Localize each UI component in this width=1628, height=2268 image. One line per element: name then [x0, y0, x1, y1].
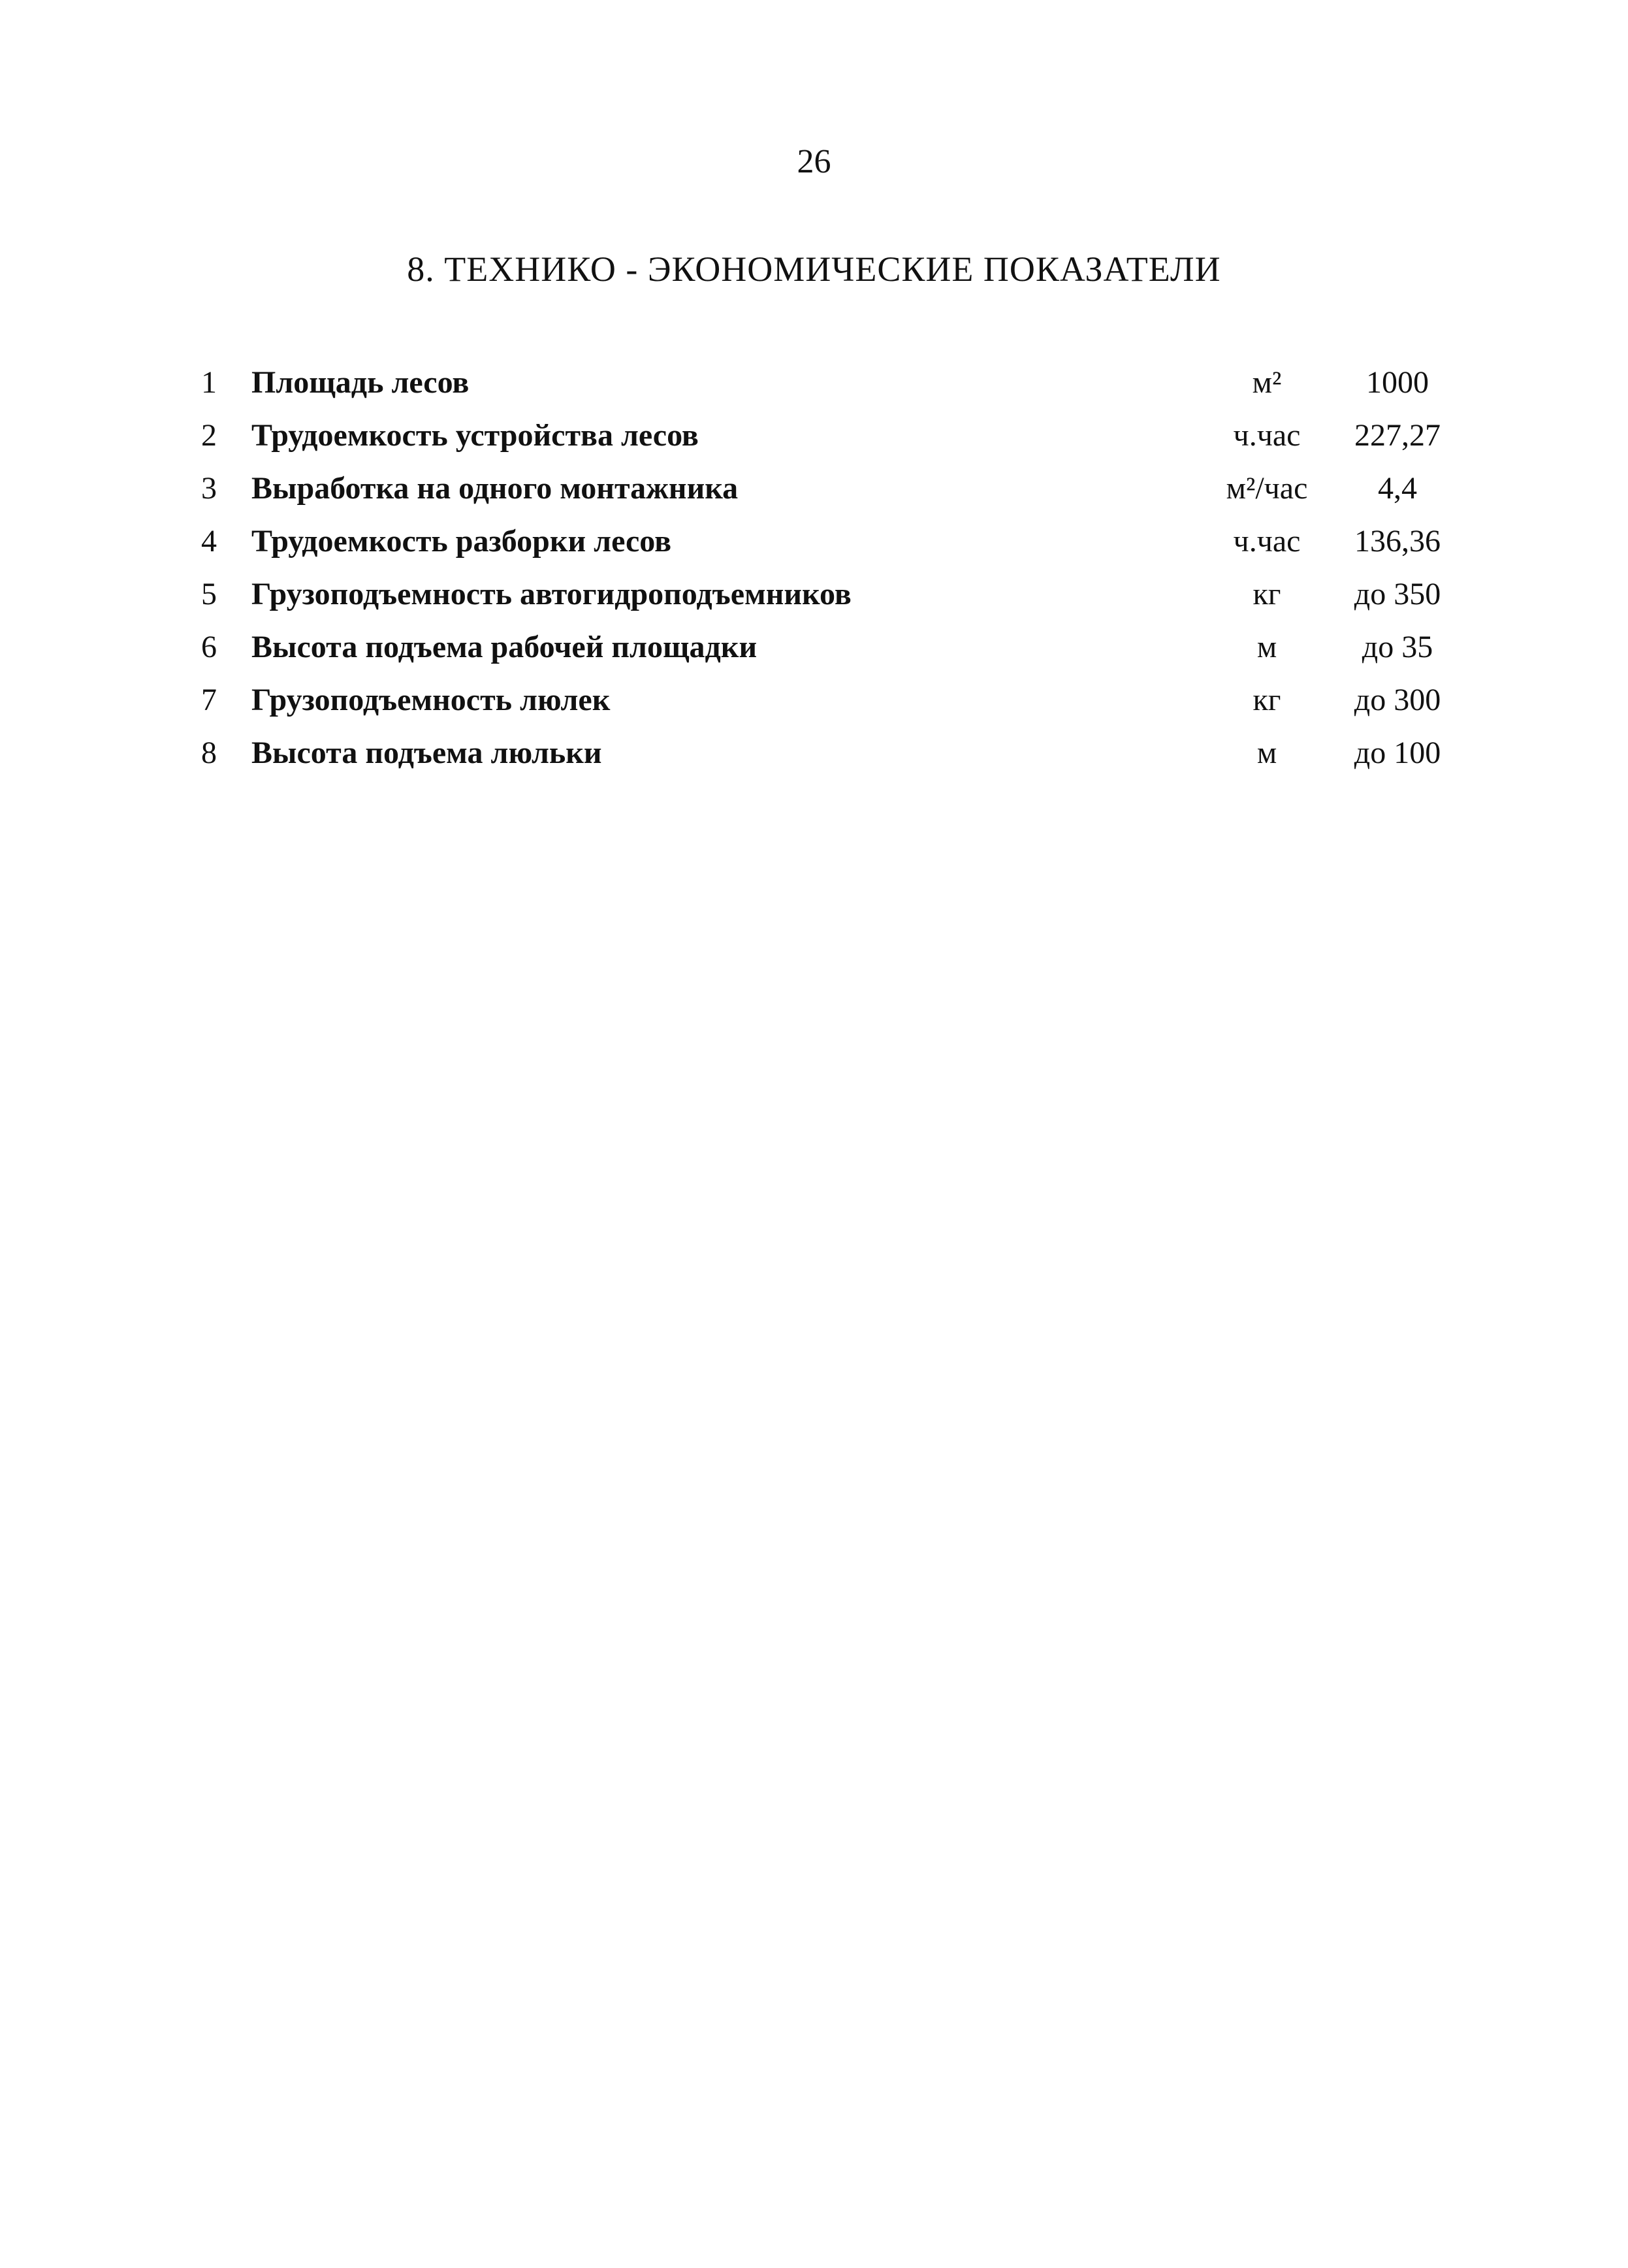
- indicator-number: 2: [201, 418, 217, 453]
- indicator-unit: ч.час: [1233, 418, 1301, 453]
- indicator-name: Трудоемкость разборки лесов: [251, 524, 672, 559]
- indicator-name: Грузоподъемность автогидроподъемников: [251, 577, 852, 611]
- indicators-list: [0, 356, 1628, 779]
- indicator-value: 4,4: [1378, 471, 1417, 506]
- indicator-name: Высота подъема рабочей площадки: [251, 630, 758, 664]
- indicator-value: 136,36: [1354, 524, 1441, 559]
- indicator-row: [0, 356, 1628, 409]
- indicator-row: [0, 673, 1628, 726]
- indicator-name: Грузоподъемность люлек: [251, 683, 611, 717]
- indicator-number: 1: [201, 365, 217, 400]
- indicator-unit: м: [1256, 736, 1277, 770]
- indicator-number: 5: [201, 577, 217, 611]
- indicator-unit: кг: [1253, 577, 1281, 611]
- indicator-row: [0, 621, 1628, 673]
- indicator-row: [0, 515, 1628, 568]
- indicator-value: до 300: [1354, 683, 1441, 717]
- indicator-unit: ч.час: [1233, 524, 1301, 559]
- indicator-name: Высота подъема люльки: [251, 736, 602, 770]
- indicator-unit: м²/час: [1226, 471, 1308, 506]
- indicator-name: Трудоемкость устройства лесов: [251, 418, 699, 453]
- indicator-row: [0, 409, 1628, 462]
- indicator-unit: м: [1256, 630, 1277, 664]
- indicator-value: 227,27: [1354, 418, 1441, 453]
- indicator-unit: м²: [1252, 365, 1282, 400]
- indicator-value: до 35: [1362, 630, 1433, 664]
- indicator-value: 1000: [1366, 365, 1429, 400]
- indicator-value: до 350: [1354, 577, 1441, 611]
- section-title: 8. ТЕХНИКО - ЭКОНОМИЧЕСКИЕ ПОКАЗАТЕЛИ: [407, 250, 1221, 289]
- indicator-row: [0, 462, 1628, 515]
- indicator-number: 6: [201, 630, 217, 664]
- indicator-number: 3: [201, 471, 217, 506]
- indicator-name: Площадь лесов: [251, 365, 470, 400]
- indicator-row: [0, 726, 1628, 779]
- indicator-number: 7: [201, 683, 217, 717]
- indicator-number: 8: [201, 736, 217, 770]
- page-number: 26: [797, 143, 831, 180]
- indicator-value: до 100: [1354, 736, 1441, 770]
- indicator-name: Выработка на одного монтажника: [251, 471, 739, 506]
- indicator-unit: кг: [1253, 683, 1281, 717]
- indicator-number: 4: [201, 524, 217, 559]
- indicator-row: [0, 568, 1628, 621]
